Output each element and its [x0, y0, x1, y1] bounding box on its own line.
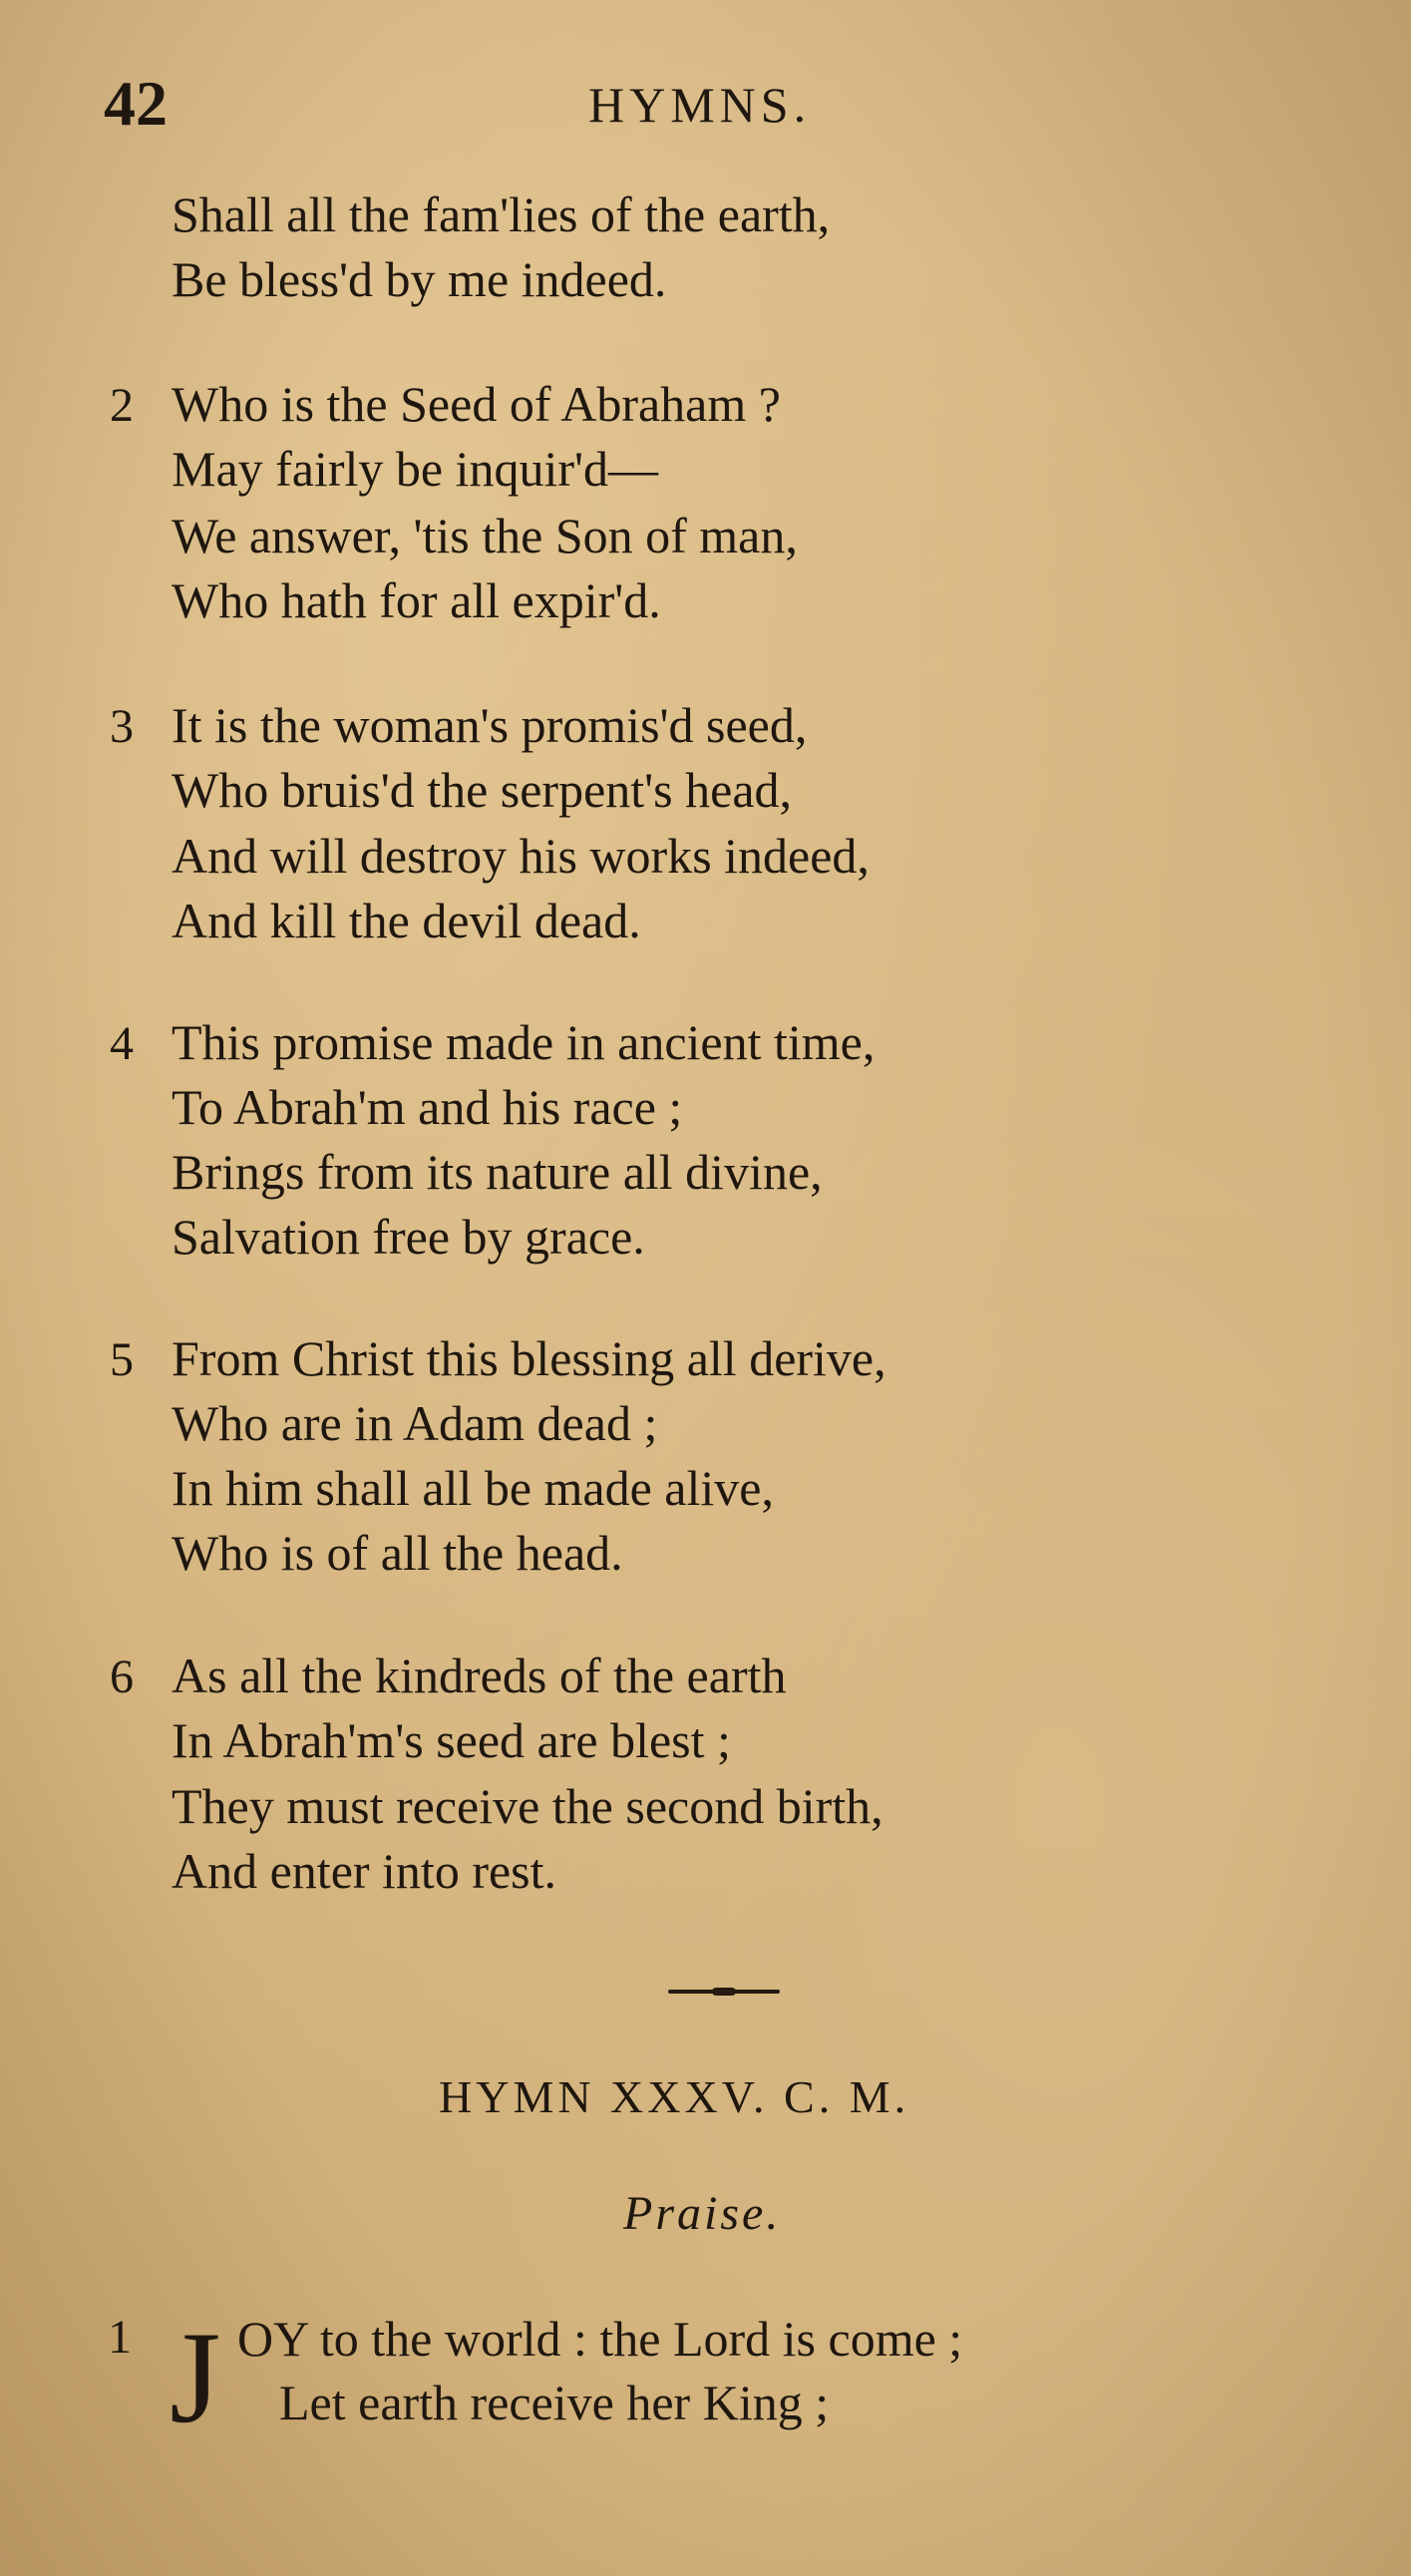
verse-number: 4: [110, 1017, 134, 1070]
page-number: 42: [104, 68, 168, 139]
verse-number: 6: [110, 1651, 134, 1703]
verse-number: 5: [110, 1333, 134, 1386]
verse-line: And kill the devil dead.: [172, 893, 641, 948]
verse-line: Who is of all the head.: [172, 1525, 623, 1581]
verse-line: In Abrah'm's seed are blest ;: [172, 1712, 731, 1768]
verse-line: Salvation free by grace.: [172, 1209, 645, 1265]
verse-number: 2: [110, 379, 134, 432]
verse-line: Who bruis'd the serpent's head,: [172, 762, 793, 818]
verse-line: They must receive the second birth,: [172, 1778, 883, 1834]
verse-number: 3: [110, 700, 134, 753]
verse-line: We answer, 'tis the Son of man,: [172, 508, 798, 563]
verse-line: And enter into rest.: [172, 1843, 557, 1899]
verse-line: Who are in Adam dead ;: [172, 1395, 658, 1451]
verse-line: It is the woman's promis'd seed,: [172, 697, 808, 753]
drop-cap: J: [170, 2304, 221, 2450]
verse-line: Be bless'd by me indeed.: [172, 251, 667, 307]
running-head: HYMNS.: [588, 77, 812, 133]
verse-line: May fairly be inquir'd—: [172, 441, 659, 497]
hymn-subtitle: Praise.: [623, 2187, 782, 2240]
verse-line: To Abrah'm and his race ;: [172, 1079, 683, 1135]
verse-line: Who hath for all expir'd.: [172, 572, 661, 628]
verse-line: From Christ this blessing all derive,: [172, 1330, 886, 1386]
verse-line: Who is the Seed of Abraham ?: [172, 376, 781, 432]
verse-line: Shall all the fam'lies of the earth,: [172, 186, 831, 242]
verse-line: Brings from its nature all divine,: [172, 1144, 823, 1200]
verse-line: This promise made in ancient time,: [172, 1014, 876, 1070]
verse-line: As all the kindreds of the earth: [172, 1648, 787, 1703]
verse-line: In him shall all be made alive,: [172, 1460, 774, 1516]
verse-number: 1: [108, 2311, 132, 2364]
hymn-title: HYMN XXXV. C. M.: [439, 2071, 910, 2122]
section-divider: [668, 1990, 780, 1994]
verse-line: OY to the world : the Lord is come ;: [237, 2311, 963, 2367]
page-header: [0, 62, 1411, 142]
verse-line: Let earth receive her King ;: [279, 2375, 830, 2430]
verse-line: And will destroy his works indeed,: [172, 828, 870, 884]
